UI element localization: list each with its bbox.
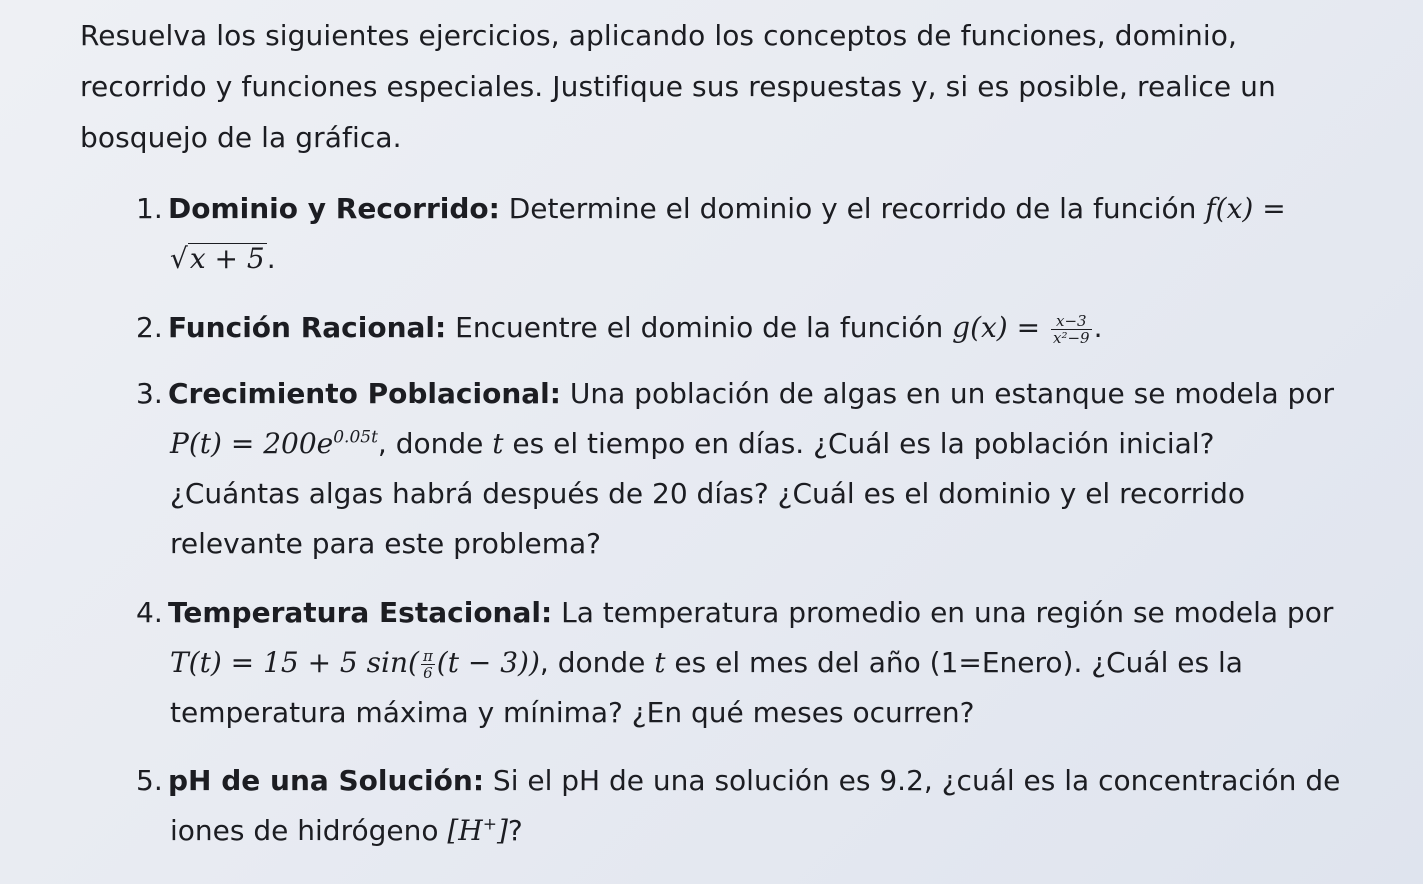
- exercise-title: Dominio y Recorrido:: [168, 192, 500, 225]
- math-variable: t: [654, 646, 666, 679]
- exercise-4: [136, 588, 1376, 738]
- exercise-text: es el tiempo en días. ¿Cuál es la población inicial?: [503, 427, 1215, 460]
- exercise-text: La temperatura promedio en una región se modela por: [552, 596, 1334, 629]
- exercise-number: 5.: [136, 764, 163, 797]
- exercise-text: , donde: [377, 427, 493, 460]
- fraction-denominator: x²−9: [1053, 328, 1090, 347]
- exercise-5: [136, 756, 1376, 856]
- exercise-title: Función Racional:: [168, 311, 447, 344]
- math-expression: P(t) = 200e: [170, 427, 334, 460]
- exercise-continuation: [136, 234, 1376, 284]
- fraction-denominator: 6: [423, 663, 433, 682]
- math-expression: T(t) = 15 + 5 sin(: [170, 646, 419, 679]
- exercise-text: Determine el dominio y el recorrido de la función: [499, 192, 1206, 225]
- punctuation: ?: [507, 814, 523, 847]
- sqrt-symbol: √: [170, 242, 188, 275]
- math-expression: (t − 3)): [436, 646, 540, 679]
- exercise-text: es el mes del año (1=Enero). ¿Cuál es la: [665, 646, 1243, 679]
- instructions-paragraph: Resuelva los siguientes ejercicios, aplicando los conceptos de funciones, dominio, recorrido y funciones especiales. Justifique sus respuestas y, si es posible, realice un bosquejo de la gráfica.: [80, 19, 1276, 154]
- math-exponent: 0.05t: [333, 427, 378, 448]
- exercise-text: Encuentre el dominio de la función: [446, 311, 953, 344]
- exercise-2: [136, 303, 1376, 353]
- exercise-number: 2.: [136, 311, 163, 344]
- exercise-title: pH de una Solución:: [168, 764, 485, 797]
- math-expression: g(x) =: [952, 311, 1041, 344]
- sqrt-radicand: x + 5: [189, 242, 265, 275]
- exercise-number: 3.: [136, 377, 163, 410]
- exercise-text: Si el pH de una solución es 9.2, ¿cuál es la concentración de: [484, 764, 1341, 797]
- exercise-line-3: ¿Cuántas algas habrá después de 20 días? ¿Cuál es el dominio y el recorrido: [170, 477, 1245, 510]
- fraction: [1051, 313, 1092, 346]
- exercise-title: Temperatura Estacional:: [168, 596, 553, 629]
- math-superscript: +: [482, 814, 497, 835]
- exercise-line-2: [136, 638, 1376, 688]
- exercise-line-3: temperatura máxima y mínima? ¿En qué meses ocurren?: [170, 696, 975, 729]
- math-expression: ]: [496, 814, 508, 847]
- exercise-1: [136, 184, 1376, 284]
- exercise-line-2: [136, 806, 1376, 856]
- exercise-text: Una población de algas en un estanque se modela por: [560, 377, 1334, 410]
- math-expression: f(x) =: [1205, 192, 1286, 225]
- exercise-3: [136, 369, 1376, 569]
- exercise-title: Crecimiento Poblacional:: [168, 377, 561, 410]
- fraction: [421, 648, 435, 681]
- exercise-line-2: [136, 419, 1376, 469]
- fraction-numerator: π: [422, 646, 433, 665]
- punctuation: .: [1093, 311, 1103, 344]
- exercise-text: iones de hidrógeno: [170, 814, 448, 847]
- exercise-number: 4.: [136, 596, 163, 629]
- exercise-line-4: relevante para este problema?: [170, 527, 602, 560]
- exercise-text: , donde: [539, 646, 655, 679]
- punctuation: .: [266, 242, 276, 275]
- exercise-number: 1.: [136, 192, 163, 225]
- fraction-numerator: x−3: [1051, 313, 1092, 330]
- math-variable: t: [492, 427, 504, 460]
- math-expression: [H: [447, 814, 483, 847]
